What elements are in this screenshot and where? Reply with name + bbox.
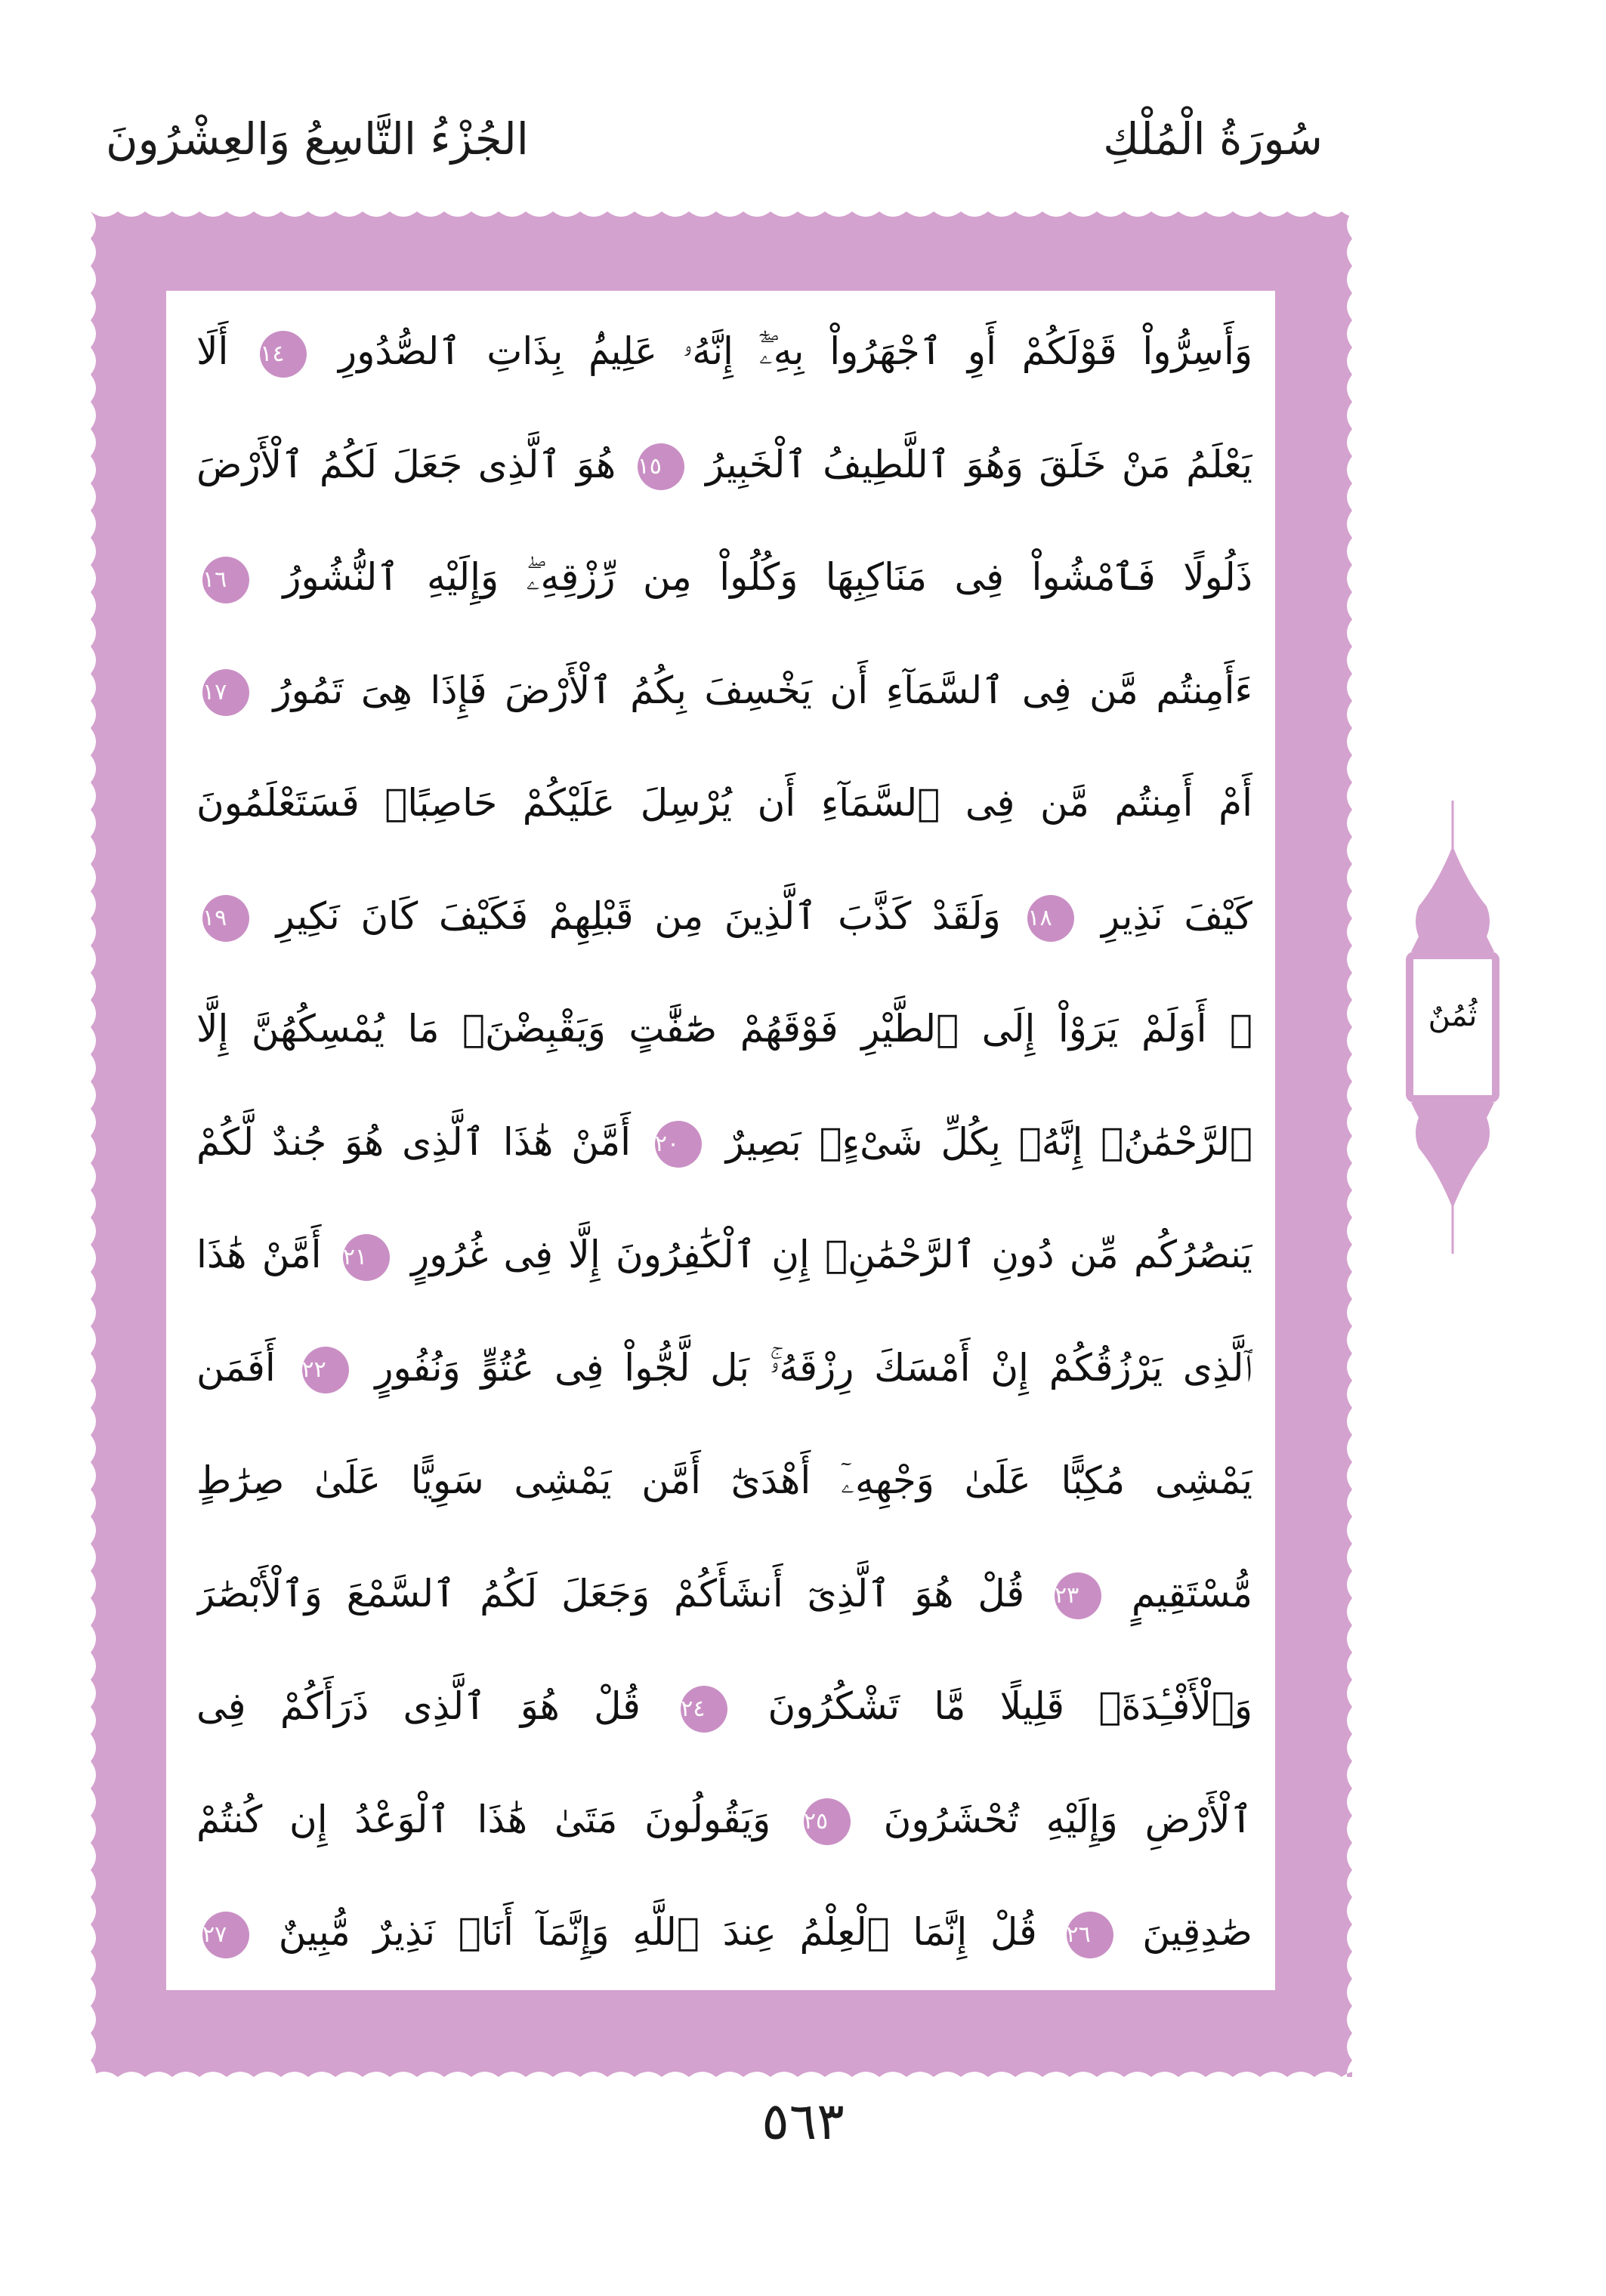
verse-text: ذَلُولًا فَٱمْشُواْ فِى مَنَاكِبِهَا وَكُلُواْ مِن رِّزْقِهِۦۖ وَإِلَيْهِ ٱلنُّشُورُ [283,555,1252,599]
text-line [196,520,1252,634]
verse-text: قُلْ هُوَ ٱلَّذِى ذَرَأَكُمْ فِى [196,1684,641,1728]
ayah-number-marker: ٢٢ [302,1347,349,1393]
verse-text: يَعْلَمُ مَنْ خَلَقَ وَهُوَ ٱللَّطِيفُ ٱلْخَبِيرُ [706,442,1252,486]
verse-text: وَيَقُولُونَ مَتَىٰ هَٰذَا ٱلْوَعْدُ إِن كُنتُمْ [196,1797,771,1841]
ayah-number-marker: ١٤ [260,331,307,378]
surah-title: سُورَةُ الْمُلْكِ [1103,113,1323,165]
verse-text: قُلْ إِنَّمَا ٱلْعِلْمُ عِندَ ٱللَّهِ وَإِنَّمَآ أَنَا۠ نَذِيرٌ مُّبِينٌ [278,1910,1037,1954]
ayah-number-marker: ٢٤ [681,1686,727,1733]
text-line [196,1198,1252,1311]
juz-title: الجُزْءُ التَّاسِعُ وَالعِشْرُونَ [106,113,529,165]
verse-text: وَأَسِرُّواْ قَوْلَكُمْ أَوِ ٱجْهَرُواْ بِهِۦٓۖ إِنَّهُۥ عَلِيمُۢ بِذَاتِ ٱلصُّدُورِ [338,329,1252,373]
verse-text: أَمْ أَمِنتُم مَّن فِى ٱلسَّمَآءِ أَن يُرْسِلَ عَلَيْكُمْ حَاصِبًاۖ فَسَتَعْلَمُونَ [196,781,1252,825]
verse-text: وَٱلْأَفْـِٔدَةَۖ قَلِيلًا مَّا تَشْكُرُونَ [767,1684,1252,1728]
verse-text: وَلَقَدْ كَذَّبَ ٱلَّذِينَ مِن قَبْلِهِمْ فَكَيْفَ كَانَ نَكِيرِ [276,893,1001,938]
ayah-number-marker: ١٥ [638,443,684,490]
text-line [196,1875,1252,1989]
text-line [196,1649,1252,1763]
ayah-number-marker: ٢٣ [1055,1572,1101,1619]
verse-text: صَٰدِقِينَ [1142,1910,1252,1954]
text-line [196,746,1252,859]
verse-text: يَنصُرُكُم مِّن دُونِ ٱلرَّحْمَٰنِۚ إِنِ ٱلْكَٰفِرُونَ إِلَّا فِى غُرُورٍ [411,1233,1252,1276]
verse-text: ۞ أَوَلَمْ يَرَوْاْ إِلَى ٱلطَّيْرِ فَوْقَهُمْ صَٰٓفَّٰتٍ وَيَقْبِضْنَۚ مَا يُمْسِكُهُنَّ إِلَّا [196,1007,1252,1051]
thumun-label: ثُمُنٌ [1428,998,1478,1033]
verse-text: أَفَمَن [196,1345,276,1390]
ayah-number-marker: ٢٠ [655,1121,702,1168]
verse-text: مُّسْتَقِيمٍ [1131,1571,1252,1616]
text-line [196,1085,1252,1199]
ayah-number-marker: ١٨ [1027,895,1074,942]
verse-text: أَلَا [196,329,229,373]
ornamental-frame [91,211,1352,2077]
verse-text: أَمَّنْ هَٰذَا [196,1233,322,1276]
text-line [196,408,1252,521]
text-line [196,859,1252,973]
ayah-number-marker: ٢٧ [202,1912,249,1958]
ayah-number-marker: ٢٦ [1067,1912,1113,1958]
ayah-number-marker: ٢٥ [804,1798,851,1845]
ayah-number-marker: ٢١ [343,1234,390,1281]
text-line [196,972,1252,1085]
verse-text: ٱلرَّحْمَٰنُۚ إِنَّهُۥ بِكُلِّ شَىْءٍۭ بَصِيرٌ [725,1119,1252,1164]
ayah-number-marker: ١٩ [202,895,249,942]
verse-text: هُوَ ٱلَّذِى جَعَلَ لَكُمُ ٱلْأَرْضَ [196,442,616,486]
text-line [196,1311,1252,1424]
text-line [196,1763,1252,1876]
verse-text: كَيْفَ نَذِيرِ [1101,893,1252,938]
text-line [196,1537,1252,1650]
text-panel [166,291,1275,1990]
text-line [196,634,1252,747]
text-line [196,295,1252,408]
page-number: ٥٦٣ [761,2092,845,2152]
verse-text: ءَأَمِنتُم مَّن فِى ٱلسَّمَآءِ أَن يَخْسِفَ بِكُمُ ٱلْأَرْضَ فَإِذَا هِىَ تَمُورُ [273,668,1252,712]
verse-text: ٱلَّذِى يَرْزُقُكُمْ إِنْ أَمْسَكَ رِزْقَهُۥۚ بَل لَّجُّواْ فِى عُتُوٍّ وَنُفُورٍ [375,1345,1252,1390]
verse-text: قُلْ هُوَ ٱلَّذِىٓ أَنشَأَكُمْ وَجَعَلَ لَكُمُ ٱلسَّمْعَ وَٱلْأَبْصَٰرَ [196,1571,1025,1616]
ayah-number-marker: ١٦ [202,557,249,603]
text-line [196,1424,1252,1537]
ayah-number-marker: ١٧ [202,669,249,716]
verse-text: أَمَّنْ هَٰذَا ٱلَّذِى هُوَ جُندٌ لَّكُمْ [196,1119,632,1164]
verse-text: يَمْشِى مُكِبًّا عَلَىٰ وَجْهِهِۦٓ أَهْدَىٰٓ أَمَّن يَمْشِى سَوِيًّا عَلَىٰ صِرَٰطٍ [196,1458,1252,1502]
verse-text: ٱلْأَرْضِ وَإِلَيْهِ تُحْشَرُونَ [883,1797,1252,1841]
